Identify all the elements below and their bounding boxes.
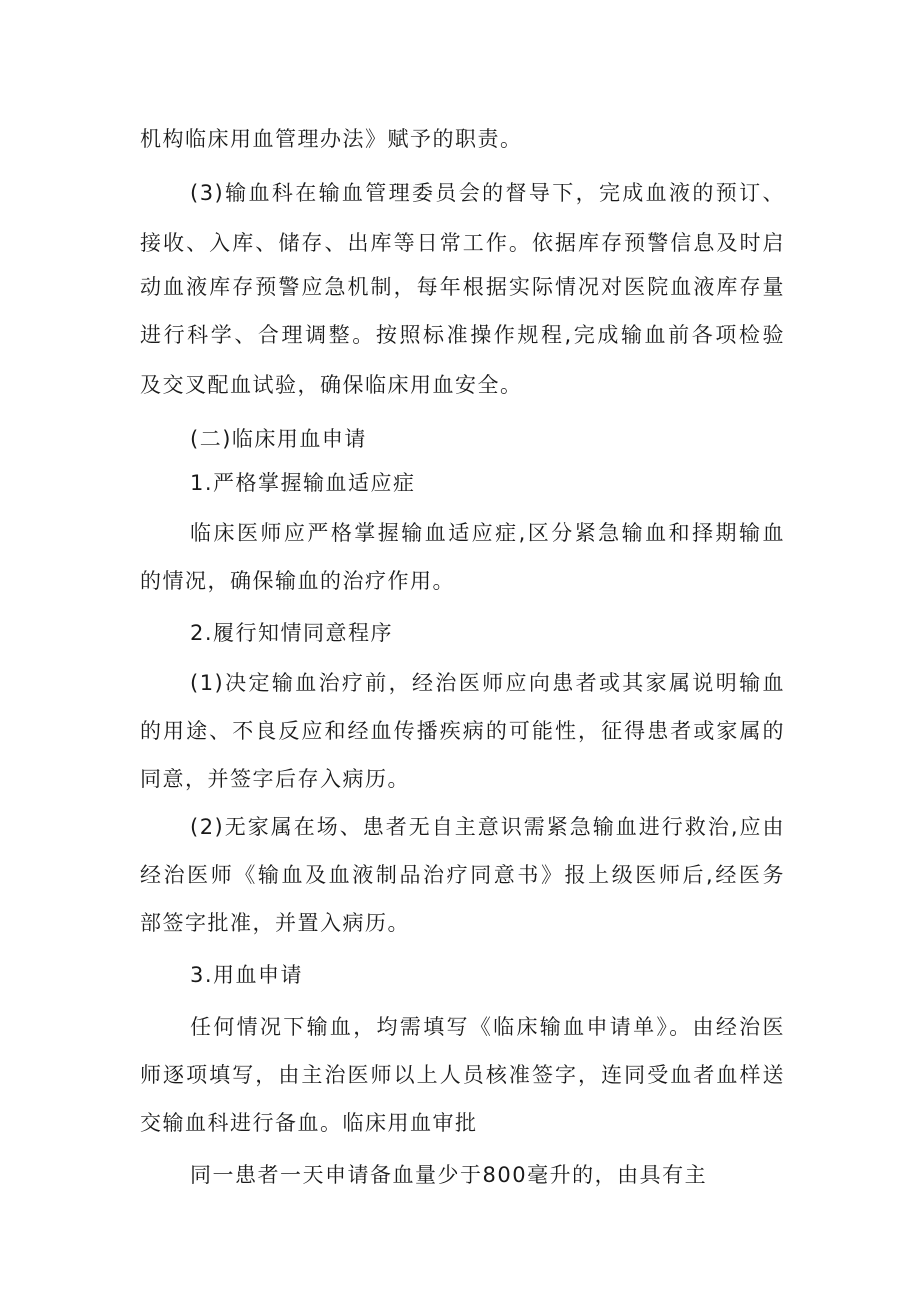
text-line: (1)决定输血治疗前，经治医师应向患者或其家属说明输血: [190, 671, 785, 695]
text-line: 接收、入库、储存、出库等日常工作。依据库存预警信息及时启: [140, 231, 785, 255]
text-line: 机构临床用血管理办法》赋予的职责。: [140, 127, 523, 151]
text-line: (3)输血科在输血管理委员会的督导下，完成血液的预订、: [190, 181, 785, 205]
text-line: 的用途、不良反应和经血传播疾病的可能性，征得患者或家属的: [140, 719, 785, 743]
text-line: 的情况，确保输血的治疗作用。: [140, 569, 455, 593]
text-line: 临床医师应严格掌握输血适应症,区分紧急输血和择期输血: [190, 521, 785, 545]
text-line: 进行科学、合理调整。按照标准操作规程,完成输血前各项检验: [140, 323, 785, 347]
subsection-heading: 2.履行知情同意程序: [190, 621, 394, 645]
subsection-heading: 1.严格掌握输血适应症: [190, 471, 416, 495]
text-line: 交输血科进行备血。临床用血审批: [140, 1111, 478, 1135]
text-line: (2)无家属在场、患者无自主意识需紧急输血进行救治,应由: [190, 815, 785, 839]
section-heading: (二)临床用血申请: [190, 427, 367, 451]
text-line: 同意，并签字后存入病历。: [140, 767, 410, 791]
text-line: 及交叉配血试验，确保临床用血安全。: [140, 373, 523, 397]
subsection-heading: 3.用血申请: [190, 963, 304, 987]
text-line: 师逐项填写，由主治医师以上人员核准签字，连同受血者血样送: [140, 1063, 785, 1087]
text-line: 经治医师《输血及血液制品治疗同意书》报上级医师后,经医务: [140, 863, 785, 887]
text-line: 部签字批准，并置入病历。: [140, 911, 410, 935]
text-line: 任何情况下输血，均需填写《临床输血申请单》。由经治医: [190, 1015, 785, 1039]
text-line: 动血液库存预警应急机制，每年根据实际情况对医院血液库存量: [140, 275, 785, 299]
text-line: 同一患者一天申请备血量少于800毫升的，由具有主: [190, 1163, 708, 1187]
